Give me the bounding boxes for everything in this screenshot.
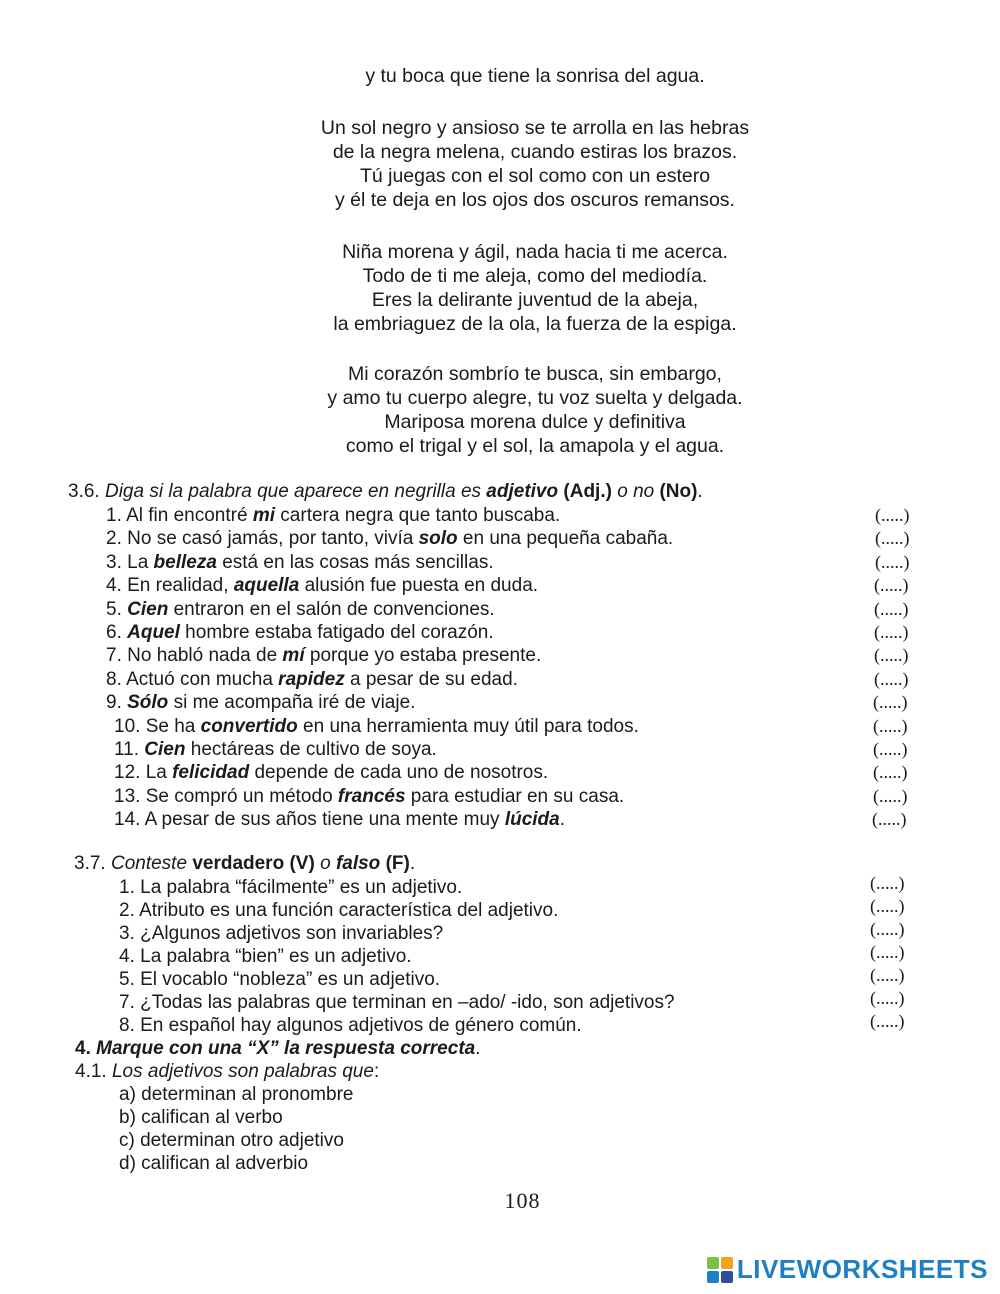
poem-line: de la negra melena, cuando estiras los brazos.	[332, 141, 738, 163]
poem-stanza-2	[0, 240, 1000, 336]
exercise-3-6-item	[106, 599, 495, 621]
logo-square	[707, 1257, 719, 1269]
item-bold-word: rapidez	[278, 669, 345, 690]
item-text: 14. A pesar de sus años tiene una mente muy	[114, 809, 505, 830]
item-text: 12. La	[114, 762, 173, 783]
item-bold-word: Cien	[144, 739, 186, 760]
answer-blank[interactable]: (.....)	[874, 669, 909, 689]
item-text: 13. Se compró un método	[114, 786, 338, 807]
item-text: .	[559, 809, 565, 830]
question-colon: :	[373, 1061, 380, 1082]
answer-blank[interactable]: (.....)	[875, 552, 910, 572]
instruction-bold: adjetivo	[486, 481, 559, 502]
item-bold-word: mí	[282, 645, 305, 666]
question-4-1	[75, 1061, 379, 1083]
exercise-3-6-item	[106, 645, 541, 667]
item-bold-word: lúcida	[504, 809, 560, 830]
item-text: para estudiar en su casa.	[405, 786, 625, 807]
brand-name: LIVEWORKSHEETS	[736, 1254, 988, 1284]
instruction-abbr: (Adj.)	[563, 481, 612, 502]
poem-line: Niña morena y ágil, nada hacia ti me acerca.	[342, 241, 728, 263]
instruction-text: o no	[617, 481, 655, 502]
logo-square	[721, 1257, 733, 1269]
logo-square	[721, 1271, 733, 1283]
item-bold-word: convertido	[200, 716, 298, 737]
liveworksheets-logo-icon	[707, 1257, 733, 1283]
exercise-3-6-item	[114, 786, 624, 808]
answer-blank[interactable]: (.....)	[873, 716, 908, 736]
exercise-3-6-item	[114, 809, 565, 831]
item-bold-word: Cien	[127, 599, 169, 620]
answer-blank[interactable]: (.....)	[870, 896, 905, 916]
poem-line: Mi corazón sombrío te busca, sin embargo,	[348, 363, 722, 385]
answer-blank[interactable]: (.....)	[873, 786, 908, 806]
instruction-period: .	[409, 853, 416, 874]
exercise-3-6-item	[106, 669, 518, 691]
exercise-3-7-item: 7. ¿Todas las palabras que terminan en –ado/ -ido, son adjetivos?	[119, 992, 675, 1013]
answer-blank[interactable]: (.....)	[870, 873, 905, 893]
poem-line: Tú juegas con el sol como con un estero	[359, 165, 711, 187]
item-text: está en las cosas más sencillas.	[216, 552, 494, 573]
answer-blank[interactable]: (.....)	[873, 692, 908, 712]
item-text: 5.	[106, 599, 128, 620]
answer-option-c[interactable]: c) determinan otro adjetivo	[119, 1130, 344, 1151]
section-heading: Marque con una “X” la respuesta correcta	[96, 1038, 476, 1059]
poem-stanza-1	[0, 116, 1000, 212]
section-number: 3.7.	[74, 853, 106, 874]
instruction-text: Conteste	[110, 853, 188, 874]
poem-line: y él te deja en los ojos dos oscuros remansos.	[335, 189, 735, 211]
exercise-3-6-item	[106, 505, 560, 527]
answer-blank[interactable]: (.....)	[872, 809, 907, 829]
item-bold-word: felicidad	[172, 762, 250, 783]
answer-blank[interactable]: (.....)	[875, 528, 910, 548]
exercise-3-6-item	[114, 716, 639, 738]
item-text: entraron en el salón de convenciones.	[168, 599, 495, 620]
item-text: 4. En realidad,	[106, 575, 234, 596]
answer-blank[interactable]: (.....)	[870, 965, 905, 985]
answer-blank[interactable]: (.....)	[875, 505, 910, 525]
item-text: si me acompaña iré de viaje.	[168, 692, 416, 713]
answer-blank[interactable]: (.....)	[874, 575, 909, 595]
item-text: 7. No habló nada de	[106, 645, 283, 666]
answer-blank[interactable]: (.....)	[873, 762, 908, 782]
item-text: 2. No se casó jamás, por tanto, vivía	[106, 528, 419, 549]
answer-blank[interactable]: (.....)	[870, 942, 905, 962]
item-bold-word: mi	[252, 505, 276, 526]
item-text: depende de cada uno de nosotros.	[249, 762, 549, 783]
exercise-3-6-item	[106, 692, 415, 714]
poem-line: y amo tu cuerpo alegre, tu voz suelta y delgada.	[327, 387, 743, 409]
exercise-3-6-item	[114, 762, 548, 784]
exercise-3-7-item: 4. La palabra “bien” es un adjetivo.	[119, 946, 412, 967]
poem-line: Todo de ti me aleja, como del mediodía.	[362, 265, 708, 287]
exercise-3-7-item: 5. El vocablo “nobleza” es un adjetivo.	[119, 969, 441, 990]
item-text: hectáreas de cultivo de soya.	[185, 739, 437, 760]
page-number: 108	[504, 1188, 541, 1213]
exercise-3-6-item	[106, 528, 673, 550]
item-bold-word: Aquel	[127, 622, 180, 643]
logo-square	[707, 1271, 719, 1283]
item-text: 1. Al fin encontré	[106, 505, 253, 526]
instruction-period: .	[697, 481, 703, 502]
question-number: 4.1.	[75, 1061, 107, 1082]
section-number: 3.6.	[68, 481, 100, 502]
answer-blank[interactable]: (.....)	[870, 1011, 905, 1031]
exercise-3-7-item: 2. Atributo es una función característica del adjetivo.	[119, 900, 559, 921]
item-bold-word: aquella	[233, 575, 300, 596]
section-3-7-title	[74, 853, 415, 875]
item-text: cartera negra que tanto buscaba.	[275, 505, 561, 526]
poem-line: y tu boca que tiene la sonrisa del agua.	[365, 65, 705, 87]
answer-blank[interactable]: (.....)	[874, 622, 909, 642]
instruction-abbr: (No)	[659, 481, 698, 502]
item-text: porque yo estaba presente.	[304, 645, 542, 666]
answer-blank[interactable]: (.....)	[873, 739, 908, 759]
answer-blank[interactable]: (.....)	[870, 919, 905, 939]
section-number: 4.	[75, 1038, 91, 1059]
item-bold-word: belleza	[153, 552, 217, 573]
instruction-bold: verdadero	[192, 853, 285, 874]
poem-line: la embriaguez de la ola, la fuerza de la espiga.	[333, 313, 737, 335]
exercise-3-6-item	[114, 739, 437, 761]
exercise-3-6-item	[106, 552, 494, 574]
answer-blank[interactable]: (.....)	[874, 645, 909, 665]
poem-line: Un sol negro y ansioso se te arrolla en las hebras	[320, 117, 750, 139]
liveworksheets-brand	[707, 1254, 988, 1285]
poem-stanza-3	[0, 362, 1000, 458]
instruction-abbr: (F)	[385, 853, 410, 874]
exercise-3-6-item	[106, 575, 538, 597]
poem-line: Eres la delirante juventud de la abeja,	[371, 289, 699, 311]
section-3-6-title	[68, 481, 703, 503]
section-4-title	[75, 1038, 481, 1060]
instruction-bold: falso	[335, 853, 381, 874]
poem-line: como el trigal y el sol, la amapola y el agua.	[345, 435, 725, 457]
instruction-text: o	[320, 853, 331, 874]
item-text: en una herramienta muy útil para todos.	[297, 716, 639, 737]
answer-option-d[interactable]: d) califican al adverbio	[119, 1153, 309, 1174]
poem-line: Mariposa morena dulce y definitiva	[384, 411, 686, 433]
poem	[0, 64, 1000, 88]
item-text: 9.	[106, 692, 128, 713]
item-text: hombre estaba fatigado del corazón.	[179, 622, 494, 643]
item-text: 8. Actuó con mucha	[106, 669, 279, 690]
exercise-3-7-item: 3. ¿Algunos adjetivos son invariables?	[119, 923, 444, 944]
item-text: en una pequeña cabaña.	[457, 528, 674, 549]
item-bold-word: solo	[418, 528, 458, 549]
item-text: 10. Se ha	[114, 716, 201, 737]
item-text: 3. La	[106, 552, 154, 573]
item-text: a pesar de su edad.	[344, 669, 518, 690]
answer-option-b[interactable]: b) califican al verbo	[119, 1107, 283, 1128]
answer-blank[interactable]: (.....)	[874, 599, 909, 619]
answer-blank[interactable]: (.....)	[870, 988, 905, 1008]
answer-option-a[interactable]: a) determinan al pronombre	[119, 1084, 354, 1105]
item-text: 6.	[106, 622, 128, 643]
instruction-text: Diga si la palabra que aparece en negrilla es	[104, 481, 482, 502]
item-text: alusión fue puesta en duda.	[299, 575, 539, 596]
item-text: 11.	[114, 739, 145, 760]
exercise-3-6-item	[106, 622, 494, 644]
heading-period: .	[475, 1038, 481, 1059]
exercise-3-7-item: 8. En español hay algunos adjetivos de género común.	[119, 1015, 582, 1036]
item-bold-word: Sólo	[127, 692, 169, 713]
instruction-abbr: (V)	[289, 853, 315, 874]
item-bold-word: francés	[337, 786, 406, 807]
question-text: Los adjetivos son palabras que	[111, 1061, 374, 1082]
exercise-3-7-item: 1. La palabra “fácilmente” es un adjetivo.	[119, 877, 463, 898]
